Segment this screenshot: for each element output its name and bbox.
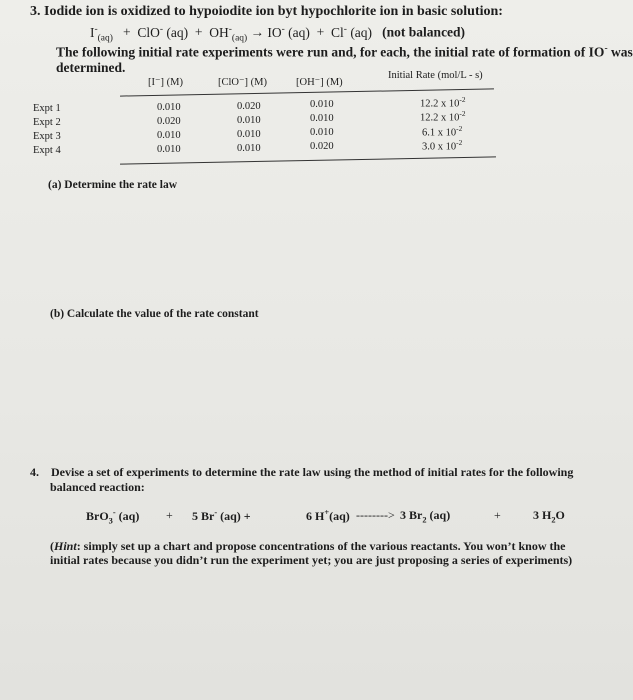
cell-iodide-4: 0.010 xyxy=(157,144,181,155)
hint-line-1: (Hint: simply set up a chart and propose concentrations of the various reactants. You won’t know the xyxy=(50,539,566,553)
rxn-arrow: --------> xyxy=(356,508,395,522)
cell-hydroxide-3: 0.010 xyxy=(310,127,334,138)
header-hydroxide: [OH⁻] (M) xyxy=(296,77,343,88)
question-4-line-1 xyxy=(30,465,573,480)
rxn-bromine: 3 $Br_2$ (aq) xyxy=(400,508,451,525)
eq-arrow: → xyxy=(250,24,264,40)
question-3-title xyxy=(30,4,503,20)
question-3-text: Iodide ion is oxidized to hypoiodite ion byt hypochlorite ion in basic solution: xyxy=(44,4,503,19)
question-4-line-2: balanced reaction: xyxy=(50,480,145,494)
header-iodide: [I⁻] (M) xyxy=(148,77,183,88)
intro-line-2: determined. xyxy=(56,60,126,75)
header-initial-rate: Initial Rate (mol/L - s) xyxy=(388,70,483,81)
cell-rate-4: 3.0 x $10^{-2}$ xyxy=(422,138,463,153)
cell-iodide-1: 0.010 xyxy=(157,102,181,113)
eq-hypochlorite: ClO- (aq) xyxy=(137,24,189,40)
eq-plus-2: + xyxy=(194,24,203,40)
hint-line-2: initial rates because you didn’t run the experiment yet; you are just proposing a series of experiments) xyxy=(50,553,573,567)
cell-hypochlorite-2: 0.010 xyxy=(237,115,261,126)
eq-not-balanced: (not balanced) xyxy=(382,24,466,40)
rxn-plus-1: + xyxy=(166,508,173,522)
rxn-bromate: BrO$_3$- (aq) xyxy=(86,508,140,526)
eq-hypoiodite: IO- (aq) xyxy=(267,24,310,40)
rxn-hydrogen: 6 H+(aq) xyxy=(306,508,350,523)
table-bottom-rule xyxy=(120,156,496,164)
header-hypochlorite: [ClO⁻] (M) xyxy=(218,77,267,88)
row-label-expt-2: Expt 2 xyxy=(33,117,61,128)
eq-plus-3: + xyxy=(316,24,325,40)
row-label-expt-1: Expt 1 xyxy=(33,103,61,114)
cell-hydroxide-1: 0.010 xyxy=(310,99,334,110)
eq-plus-1: + xyxy=(122,24,131,40)
rxn-water: 3 $H_2O$ xyxy=(533,508,565,525)
part-a-prompt: (a) Determine the rate law xyxy=(48,179,177,191)
hint-label: Hint xyxy=(54,539,77,553)
cell-iodide-3: 0.010 xyxy=(157,130,181,141)
row-label-expt-4: Expt 4 xyxy=(33,145,61,156)
cell-rate-2: 12.2 x $10^{-2}$ xyxy=(420,109,466,124)
question-4-text: Devise a set of experiments to determine the rate law using the method of initial rates for the following xyxy=(51,465,574,479)
rxn-plus-2: + xyxy=(494,508,501,522)
redox-equation xyxy=(90,24,465,43)
rxn-bromide: 5 Br- (aq) + xyxy=(192,508,251,523)
cell-iodide-2: 0.020 xyxy=(157,116,181,127)
cell-rate-1: 12.2 x $10^{-2}$ xyxy=(420,95,466,110)
part-b-prompt: (b) Calculate the value of the rate constant xyxy=(50,308,259,320)
question-4-number: 4. xyxy=(30,465,39,479)
cell-hypochlorite-1: 0.020 xyxy=(237,101,261,112)
row-label-expt-3: Expt 3 xyxy=(33,131,61,142)
eq-iodide: $I^-_{(aq)}$ xyxy=(90,24,113,44)
cell-rate-3: 6.1 x $10^{-2}$ xyxy=(422,124,463,139)
question-3-number: 3. xyxy=(30,4,41,19)
cell-hydroxide-2: 0.010 xyxy=(310,113,334,124)
eq-hydroxide: $OH^-_{(aq)}$ xyxy=(209,24,248,44)
cell-hypochlorite-4: 0.010 xyxy=(237,143,261,154)
cell-hydroxide-4: 0.020 xyxy=(310,141,334,152)
cell-hypochlorite-3: 0.010 xyxy=(237,129,261,140)
eq-chloride: Cl- (aq) xyxy=(331,24,373,40)
intro-line-1: The following initial rate experiments were run and, for each, the initial rate of formation of IO- was xyxy=(56,44,633,60)
